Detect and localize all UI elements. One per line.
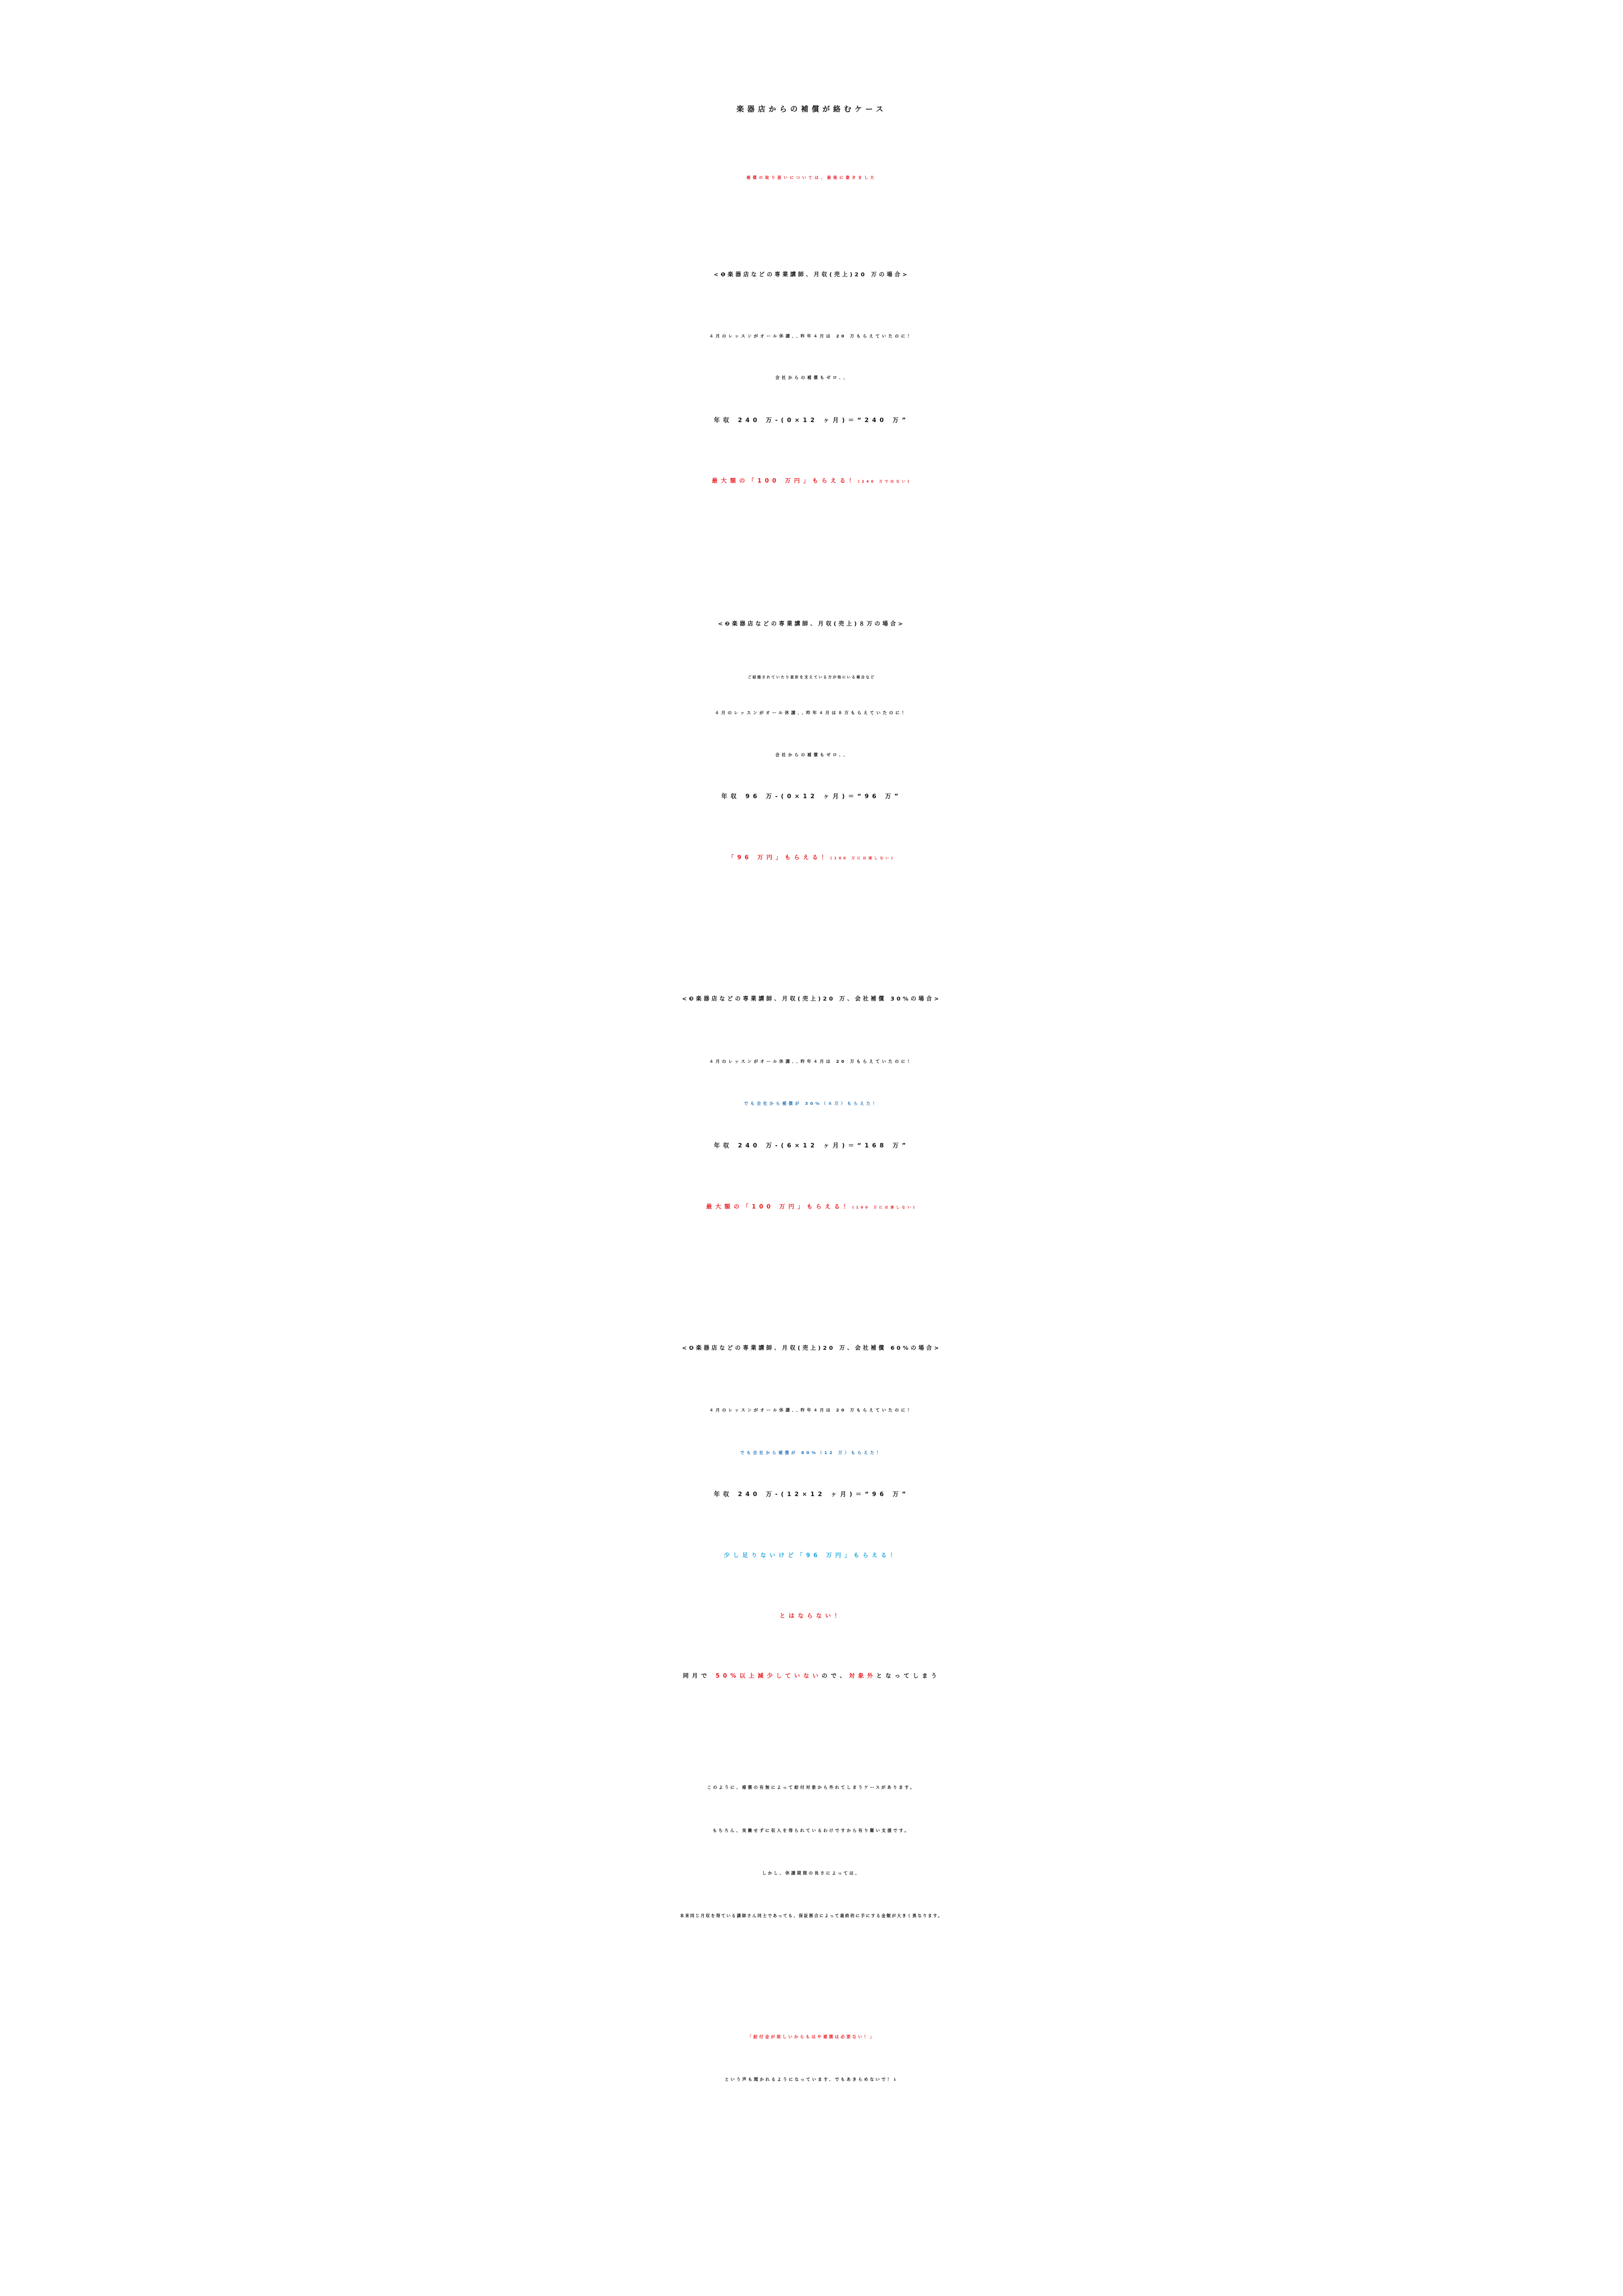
case4-reason-red2: 対象外 <box>848 1673 877 1679</box>
case2-formula: 年収 96 万-(0×12 ヶ月)＝“96 万” <box>721 793 902 800</box>
case3-result-note: (100 万には達しない) <box>852 1206 917 1210</box>
case3-result-main: 最大額の「100 万円」もらえる！ <box>706 1203 852 1210</box>
case3-formula: 年収 240 万-(6×12 ヶ月)＝“168 万” <box>713 1142 910 1149</box>
case4-result: 少し足りないけど「96 万円」もらえる！ <box>724 1552 899 1559</box>
case1-result-note: (240 万ではない) <box>857 480 911 484</box>
case3-line2: でも会社から補償が 30%（６万）もらえた！ <box>744 1101 879 1106</box>
case1-formula: 年収 240 万-(0×12 ヶ月)＝“240 万” <box>713 416 910 424</box>
case4-heading: <❹楽器店などの専業講師、月収(売上)20 万、会社補償 60%の場合> <box>681 1345 942 1351</box>
summary-p3: しかし、休講期間の長さによっては、 <box>762 1871 861 1876</box>
case2-result-main: 「96 万円」もらえる！ <box>728 854 831 861</box>
closing-line: という声も聞かれるようになっています、でもあきらめないで！↓ <box>725 2077 898 2082</box>
case4-line1: ４月のレッスンがオール休講､､昨年４月は 20 万もらえていたのに！ <box>709 1408 914 1413</box>
case4-reason <box>0 1673 1623 1680</box>
case3-heading: <❸楽器店などの専業講師、月収(売上)20 万、会社補償 30%の場合> <box>681 996 942 1002</box>
summary-p2: もちろん、実働せずに収入を得られているわけですから有り難い支援です。 <box>712 1828 911 1833</box>
case1-line1: ４月のレッスンがオール休講､､昨年４月は 20 万もらえていたのに！ <box>709 334 914 339</box>
case4-formula: 年収 240 万-(12×12 ヶ月)＝“96 万” <box>713 1490 910 1498</box>
case1-line2: 会社からの補償もゼロ､､ <box>775 375 848 380</box>
page-subtitle: 補償の取り扱いについては、最後に書きました <box>746 175 877 180</box>
case3-result <box>0 1204 1623 1211</box>
case2-line2: 会社からの補償もゼロ､､ <box>775 752 848 757</box>
case4-negation: とはならない！ <box>780 1613 843 1619</box>
summary-p4: 本来同じ月収を得ている講師さん同士であっても、保証割合によって最終的に手にする金額が大きく異なります。 <box>680 1913 943 1918</box>
case1-result-main: 最大額の「100 万円」もらえる！ <box>712 478 858 484</box>
case4-reason-red1: 50%以上減少していない <box>715 1673 822 1679</box>
page-title: 楽器店からの補償が絡むケース <box>736 105 887 114</box>
case2-note: ご結婚されていたり家計を支えている方が他にいる場合など <box>748 675 875 679</box>
case4-line2: でも会社から補償が 60%（12 万）もらえた！ <box>740 1450 883 1455</box>
case4-reason-pre: 同月で <box>683 1673 716 1679</box>
case4-reason-mid: ので、 <box>822 1673 849 1679</box>
case2-result <box>0 855 1623 862</box>
case1-result <box>0 478 1623 485</box>
closing-quote: 「給付金が欲しいからもはや補償は必要ない！」 <box>747 2034 876 2039</box>
case3-line1: ４月のレッスンがオール休講､､昨年４月は 20 万もらえていたのに！ <box>709 1059 914 1064</box>
case1-heading: <❶楽器店などの専業講師、月収(売上)20 万の場合> <box>713 272 910 278</box>
case2-line1: ４月のレッスンがオール休講､､昨年４月は８万もらえていたのに！ <box>715 710 908 715</box>
case4-reason-post: となってしまう <box>876 1673 940 1679</box>
case2-heading: <❷楽器店などの専業講師、月収(売上)８万の場合> <box>718 621 905 627</box>
case2-result-note: (100 万には達しない) <box>830 857 895 860</box>
summary-p1: このように、補償の有無によって給付対象から外れてしまうケースがあります。 <box>707 1785 916 1790</box>
